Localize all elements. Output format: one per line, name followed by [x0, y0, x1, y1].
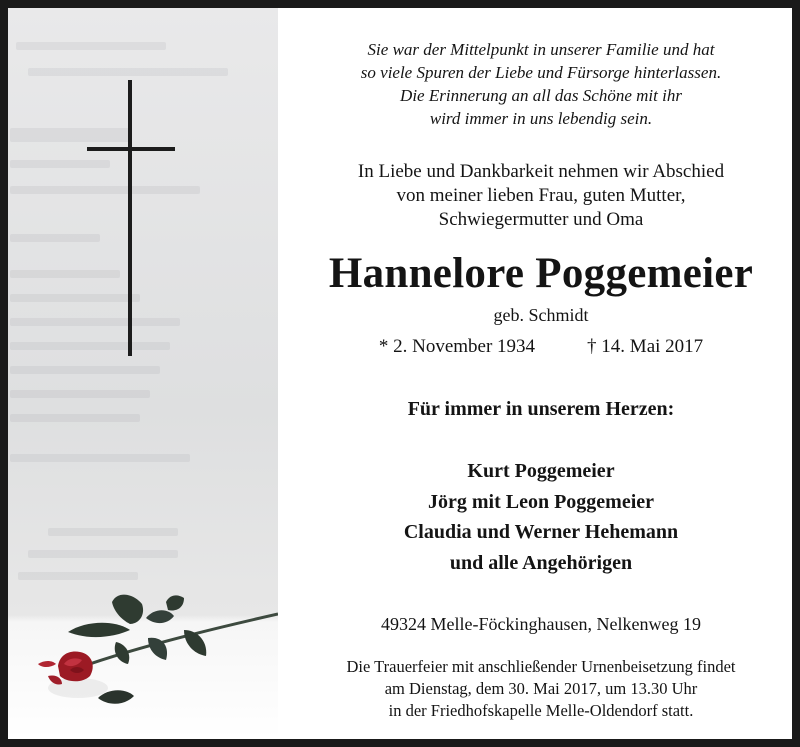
- intro: [290, 160, 792, 232]
- birth-date: * 2. November 1934: [378, 336, 536, 357]
- ceremony-line: am Dienstag, dem 30. Mai 2017, um 13.30 Uhr: [384, 679, 698, 698]
- memorial-photo: [8, 8, 278, 739]
- mourners: [290, 456, 792, 578]
- verse-line: Sie war der Mittelpunkt in unserer Familie und hat: [367, 40, 715, 59]
- rose-icon: [8, 580, 278, 720]
- death-date: † 14. Mai 2017: [587, 336, 704, 357]
- motto: Für immer in unserem Herzen:: [407, 398, 675, 420]
- cross-icon: [128, 80, 132, 356]
- life-dates: [290, 334, 792, 360]
- ceremony-line: in der Friedhofskapelle Melle-Oldendorf statt.: [388, 701, 694, 720]
- verse-line: so viele Spuren der Liebe und Fürsorge hinterlassen.: [360, 63, 722, 82]
- mourner: Claudia und Werner Hehemann: [403, 521, 679, 543]
- verse: [290, 38, 792, 130]
- mourner: Kurt Poggemeier: [467, 460, 615, 482]
- cross-bar: [87, 147, 175, 151]
- intro-line: In Liebe und Dankbarkeit nehmen wir Abschied: [357, 161, 725, 182]
- ceremony-line: Die Trauerfeier mit anschließender Urnenbeisetzung findet: [346, 657, 736, 676]
- birth-name: geb. Schmidt: [493, 305, 589, 325]
- address: 49324 Melle-Föckinghausen, Nelkenweg 19: [381, 614, 701, 634]
- ceremony-info: [290, 656, 792, 722]
- mourner: Jörg mit Leon Poggemeier: [427, 490, 655, 513]
- verse-line: wird immer in uns lebendig sein.: [429, 109, 653, 128]
- obituary-text: [290, 8, 792, 739]
- intro-line: von meiner lieben Frau, guten Mutter,: [396, 185, 686, 206]
- intro-line: Schwiegermutter und Oma: [438, 209, 644, 230]
- mourner: und alle Angehörigen: [449, 551, 633, 574]
- verse-line: Die Erinnerung an all das Schöne mit ihr: [400, 86, 682, 105]
- deceased-name: Hannelore Poggemeier: [328, 250, 754, 297]
